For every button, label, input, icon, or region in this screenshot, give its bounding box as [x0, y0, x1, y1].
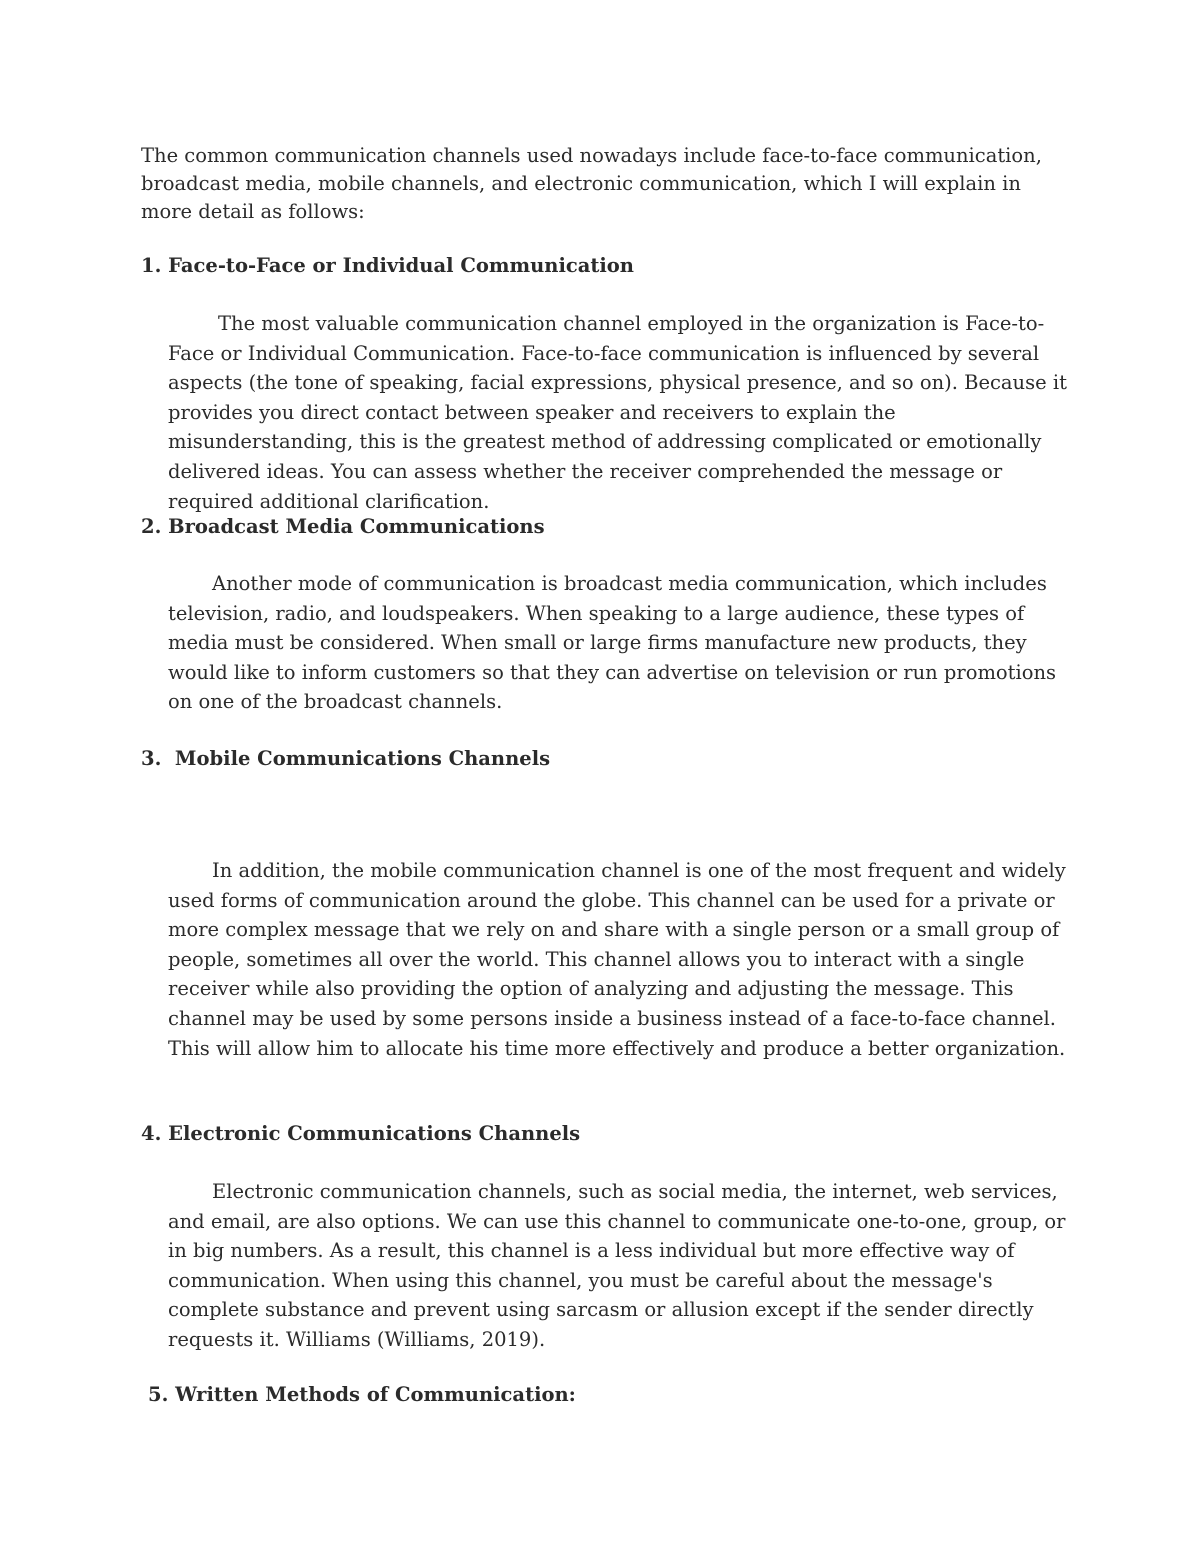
- section-body-face-to-face: The most valuable communication channel employed in the organization is Face-to-Face or Individual Communication. Face-to-face communication is influenced by several aspects (the tone of speaking, facial expressions, physical presence, and so on). Because it provides you direct contact between speaker and receivers to explain the misunderstanding, this is the greatest method of addressing complicated or emotionally delivered ideas. You can assess whether the receiver comprehended the message or required additional clarification.: [168, 312, 1067, 513]
- section-body-electronic: Electronic communication channels, such as social media, the internet, web services, and email, are also options. We can use this channel to communicate one-to-one, group, or in big numbers. As a result, this channel is a less individual but more effective way of communication. When using this channel, you must be careful about the message's complete substance and prevent using sarcasm or allusion except if the sender directly requests it. Williams (Williams, 2019).: [168, 1180, 1066, 1351]
- section-body-broadcast-media: Another mode of communication is broadcast media communication, which includes television, radio, and loudspeakers. When speaking to a large audience, these types of media must be considered. When small or large firms manufacture new products, they would like to inform customers so that they can advertise on television or run promotions on one of the broadcast channels.: [168, 572, 1057, 714]
- section-heading-face-to-face: 1. Face-to-Face or Individual Communication: [141, 254, 634, 277]
- section-heading-broadcast-media: 2. Broadcast Media Communications: [141, 515, 545, 538]
- section-heading-written: 5. Written Methods of Communication:: [148, 1383, 576, 1406]
- section-heading-mobile: 3. Mobile Communications Channels: [141, 747, 551, 770]
- section-body-mobile: In addition, the mobile communication channel is one of the most frequent and widely used forms of communication around the globe. This channel can be used for a private or more complex message that we rely on and share with a single person or a small group of people, sometimes all over the world. This channel allows you to interact with a single receiver while also providing the option of analyzing and adjusting the message. This channel may be used by some persons inside a business instead of a face-to-face channel. This will allow him to allocate his time more effectively and produce a better organization.: [168, 859, 1066, 1060]
- intro-paragraph: The common communication channels used nowadays include face-to-face communication, broadcast media, mobile channels, and electronic communication, which I will explain in more detail as follows:: [141, 144, 1042, 223]
- section-heading-electronic: 4. Electronic Communications Channels: [141, 1122, 581, 1145]
